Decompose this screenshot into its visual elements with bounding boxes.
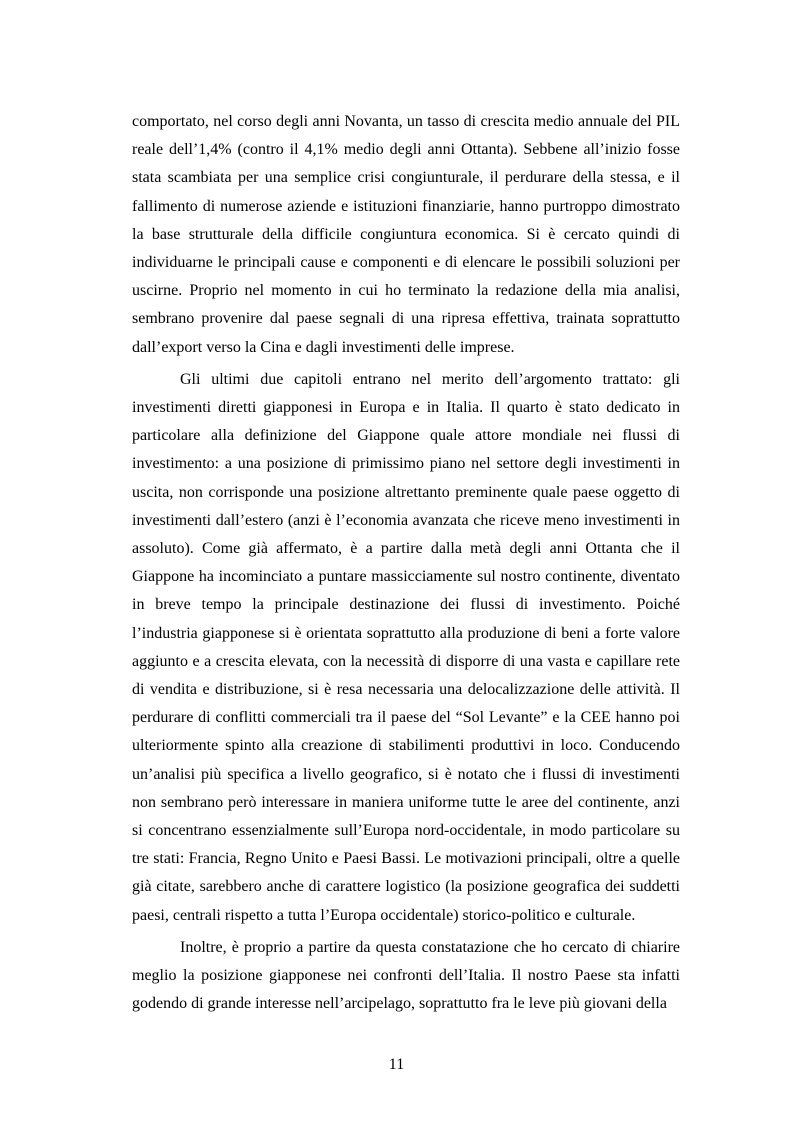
paragraph-2: Gli ultimi due capitoli entrano nel merito dell’argomento trattato: gli investimenti diretti giapponesi in Europa e in Italia. Il quarto è stato dedicato in particolare alla definizione del Giappone quale attore mondiale nei flussi di investimento: a una posizione di primissimo piano nel settore degli investimenti in uscita, non corrisponde una posizione altrettanto preminente quale paese oggetto di investimenti dall’estero (anzi è l’economia avanzata che riceve meno investimenti in assoluto). Come già affermato, è a partire dalla metà degli anni Ottanta che il Giappone ha incominciato a puntare massicciamente sul nostro continente, diventato in breve tempo la principale destinazione dei flussi di investimento. Poiché l’industria giapponese si è orientata soprattutto alla produzione di beni a forte valore aggiunto e a crescita elevata, con la necessità di disporre di una vasta e capillare rete di vendita e distribuzione, si è resa necessaria una delocalizzazione delle attività. Il perdurare di conflitti commerciali tra il paese del “Sol Levante” e la CEE hanno poi ulteriormente spinto alla creazione di stabilimenti produttivi in loco. Conducendo un’analisi più specifica a livello geografico, si è notato che i flussi di investimenti non sembrano però interessare in maniera uniforme tutte le aree del continente, anzi si concentrano essenzialmente sull’Europa nord-occidentale, in modo particolare su tre stati: Francia, Regno Unito e Paesi Bassi. Le motivazioni principali, oltre a quelle già citate, sarebbero anche di carattere logistico (la posizione geografica dei suddetti paesi, centrali rispetto a tutta l’Europa occidentale) storico-politico e culturale.: [132, 370, 680, 924]
document-body: [132, 108, 680, 1019]
paragraph-3: Inoltre, è proprio a partire da questa constatazione che ho cercato di chiarire meglio la posizione giapponese nei confronti dell’Italia. Il nostro Paese sta infatti godendo di grande interesse nell’arcipelago, soprattutto fra le leve più giovani della: [132, 938, 680, 1013]
paragraph-1: comportato, nel corso degli anni Novanta, un tasso di crescita medio annuale del PIL reale dell’1,4% (contro il 4,1% medio degli anni Ottanta). Sebbene all’inizio fosse stata scambiata per una semplice crisi congiunturale, il perdurare della stessa, e il fallimento di numerose aziende e istituzioni finanziarie, hanno purtroppo dimostrato la base strutturale della difficile congiuntura economica. Si è cercato quindi di individuarne le principali cause e componenti e di elencare le possibili soluzioni per uscirne. Proprio nel momento in cui ho terminato la redazione della mia analisi, sembrano provenire dal paese segnali di una ripresa effettiva, trainata soprattutto dall’export verso la Cina e dagli investimenti delle imprese.: [132, 113, 680, 356]
page-number: 11: [388, 1056, 405, 1073]
